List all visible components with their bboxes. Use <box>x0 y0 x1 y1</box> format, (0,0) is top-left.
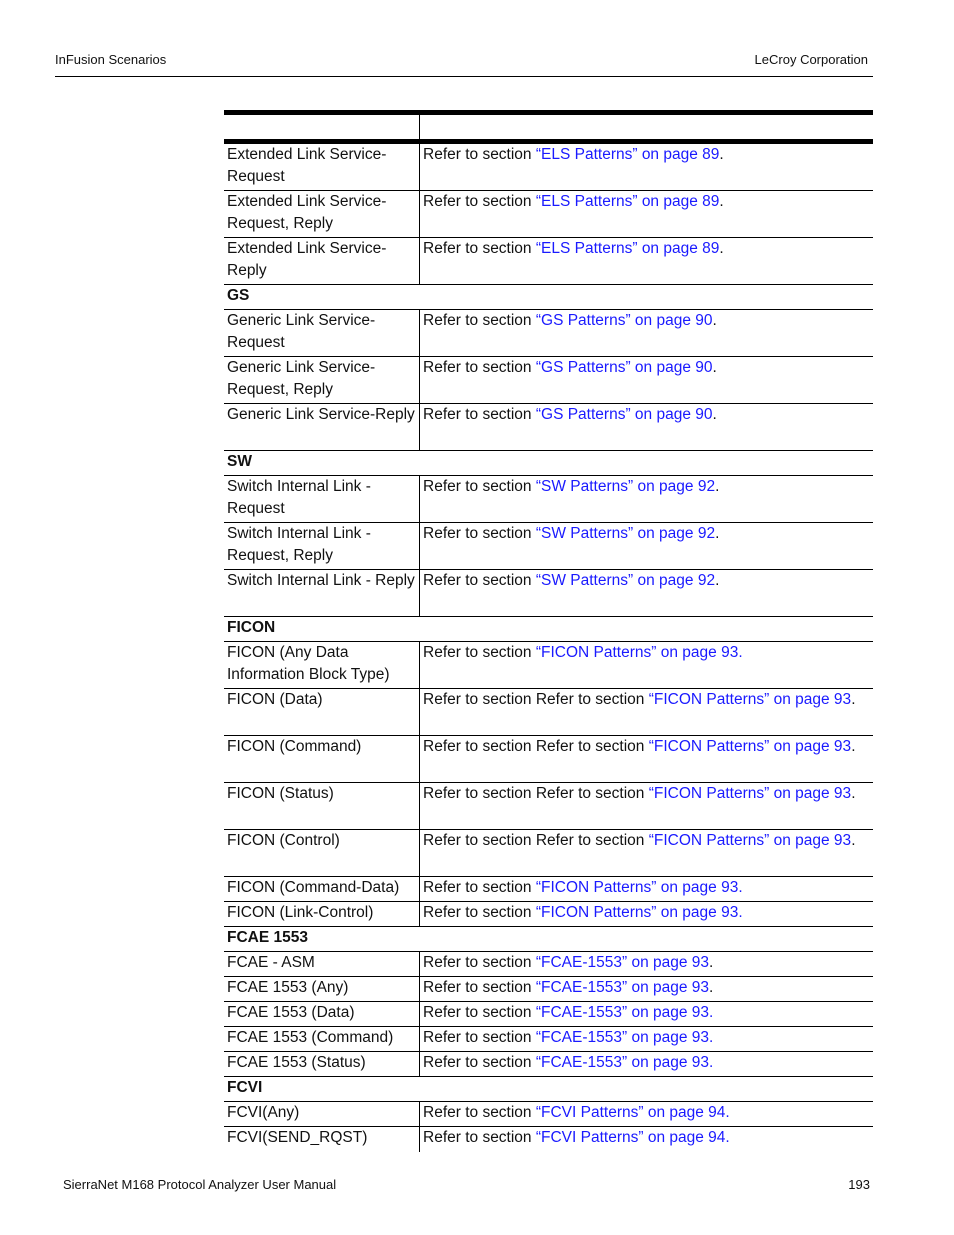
cross-reference-link[interactable]: “FCVI Patterns” on page 94. <box>535 1104 730 1121</box>
cross-reference-link[interactable]: “FCVI Patterns” on page 94. <box>535 1129 730 1146</box>
reference-suffix: . <box>715 572 720 589</box>
table-row <box>224 783 873 830</box>
reference-prefix: Refer to section <box>423 1054 536 1071</box>
reference-prefix: Refer to section <box>423 406 536 423</box>
pattern-name-cell: FICON (Command-Data) <box>224 877 420 901</box>
reference-prefix: Refer to section <box>423 572 536 589</box>
header-rule <box>55 76 873 77</box>
section-header-row <box>224 617 873 642</box>
reference-cell <box>420 902 873 926</box>
table-row <box>224 830 873 877</box>
table-row <box>224 1052 873 1077</box>
reference-cell <box>420 689 873 735</box>
pattern-name-cell: FCVI(SEND_RQST) <box>224 1127 420 1152</box>
table-row <box>224 357 873 404</box>
reference-prefix: Refer to section <box>423 312 536 329</box>
pattern-name-cell: Switch Internal Link - Reply <box>224 570 420 616</box>
pattern-name-cell: Switch Internal Link - Request <box>224 476 420 522</box>
cross-reference-link[interactable]: “ELS Patterns” on page 89 <box>535 146 720 163</box>
reference-suffix: . <box>715 525 720 542</box>
pattern-name-cell: FICON (Control) <box>224 830 420 876</box>
reference-prefix: Refer to section <box>423 644 536 661</box>
reference-cell <box>420 783 873 829</box>
pattern-name-cell: FICON (Command) <box>224 736 420 782</box>
table-row <box>224 1002 873 1027</box>
table-row <box>224 902 873 927</box>
pattern-name-cell: FICON (Status) <box>224 783 420 829</box>
table-row <box>224 1127 873 1152</box>
running-header-right: LeCroy Corporation <box>754 52 868 67</box>
pattern-name-cell: FICON (Data) <box>224 689 420 735</box>
table-row <box>224 238 873 285</box>
reference-cell <box>420 570 873 616</box>
reference-prefix: Refer to section Refer to section <box>423 832 649 849</box>
table-row <box>224 310 873 357</box>
reference-prefix: Refer to section <box>423 979 536 996</box>
cross-reference-link[interactable]: “FICON Patterns” on page 93. <box>535 879 743 896</box>
reference-cell <box>420 736 873 782</box>
table-row <box>224 952 873 977</box>
reference-cell <box>420 952 873 976</box>
table-row <box>224 570 873 617</box>
section-header-row <box>224 1077 873 1102</box>
reference-cell <box>420 1027 873 1051</box>
reference-prefix: Refer to section <box>423 954 536 971</box>
table-row <box>224 476 873 523</box>
reference-suffix: . <box>709 979 714 996</box>
table-row <box>224 877 873 902</box>
pattern-name-cell: FCAE 1553 (Data) <box>224 1002 420 1026</box>
reference-cell <box>420 830 873 876</box>
table-row <box>224 191 873 238</box>
pattern-name-cell: FCVI(Any) <box>224 1102 420 1126</box>
reference-prefix: Refer to section <box>423 240 536 257</box>
patterns-table <box>224 110 873 1152</box>
reference-cell <box>420 877 873 901</box>
pattern-name-cell: Generic Link Service-Request, Reply <box>224 357 420 403</box>
cross-reference-link[interactable]: “FCAE-1553” on page 93 <box>535 954 710 971</box>
page-number: 193 <box>848 1177 870 1192</box>
reference-prefix: Refer to section <box>423 1029 536 1046</box>
reference-prefix: Refer to section <box>423 879 536 896</box>
reference-prefix: Refer to section <box>423 1129 536 1146</box>
section-title: FCAE 1553 <box>227 929 308 946</box>
pattern-name-cell: Switch Internal Link - Request, Reply <box>224 523 420 569</box>
table-row <box>224 642 873 689</box>
reference-prefix: Refer to section <box>423 478 536 495</box>
table-row <box>224 144 873 191</box>
reference-cell <box>420 191 873 237</box>
reference-suffix: . <box>719 240 724 257</box>
section-title: FICON <box>227 619 276 636</box>
pattern-name-cell: Generic Link Service-Reply <box>224 404 420 450</box>
pattern-name-cell: FCAE 1553 (Status) <box>224 1052 420 1076</box>
reference-prefix: Refer to section <box>423 1004 536 1021</box>
cross-reference-link[interactable]: “FICON Patterns” on page 93. <box>535 644 743 661</box>
cross-reference-link[interactable]: “FICON Patterns” on page 93 <box>648 738 852 755</box>
cross-reference-link[interactable]: “FCAE-1553” on page 93. <box>535 1004 714 1021</box>
reference-suffix: . <box>712 406 717 423</box>
reference-cell <box>420 404 873 450</box>
running-header-left: InFusion Scenarios <box>55 52 167 67</box>
cross-reference-link[interactable]: “SW Patterns” on page 92 <box>535 572 716 589</box>
pattern-name-cell: Extended Link Service-Request <box>224 144 420 190</box>
table-row <box>224 689 873 736</box>
section-header-row <box>224 285 873 310</box>
reference-suffix: . <box>712 312 717 329</box>
table-row <box>224 523 873 570</box>
section-title: FCVI <box>227 1079 263 1096</box>
reference-cell <box>420 476 873 522</box>
cross-reference-link[interactable]: “FCAE-1553” on page 93. <box>535 1029 714 1046</box>
pattern-name-cell: Extended Link Service-Reply <box>224 238 420 284</box>
table-row <box>224 736 873 783</box>
cross-reference-link[interactable]: “FICON Patterns” on page 93 <box>648 691 852 708</box>
table-row <box>224 977 873 1002</box>
reference-suffix: . <box>709 954 714 971</box>
pattern-name-cell: FCAE - ASM <box>224 952 420 976</box>
reference-suffix: . <box>715 478 720 495</box>
pattern-name-cell: FICON (Link-Control) <box>224 902 420 926</box>
cross-reference-link[interactable]: “FCAE-1553” on page 93. <box>535 1054 714 1071</box>
cross-reference-link[interactable]: “GS Patterns” on page 90 <box>535 312 713 329</box>
table-header <box>224 110 873 144</box>
reference-suffix: . <box>851 832 856 849</box>
reference-cell <box>420 357 873 403</box>
reference-prefix: Refer to section Refer to section <box>423 738 649 755</box>
pattern-name-cell: FCAE 1553 (Command) <box>224 1027 420 1051</box>
table-row <box>224 404 873 451</box>
reference-suffix: . <box>719 146 724 163</box>
reference-cell <box>420 1002 873 1026</box>
cross-reference-link[interactable]: “FICON Patterns” on page 93 <box>648 832 852 849</box>
pattern-name-cell: Generic Link Service-Request <box>224 310 420 356</box>
reference-prefix: Refer to section Refer to section <box>423 785 649 802</box>
cross-reference-link[interactable]: “SW Patterns” on page 92 <box>535 525 716 542</box>
section-header-row <box>224 927 873 952</box>
reference-suffix: . <box>719 193 724 210</box>
reference-suffix: . <box>851 738 856 755</box>
reference-cell <box>420 1052 873 1076</box>
section-title: SW <box>227 453 252 470</box>
footer-title: SierraNet M168 Protocol Analyzer User Manual <box>63 1177 337 1192</box>
reference-prefix: Refer to section <box>423 525 536 542</box>
reference-suffix: . <box>851 785 856 802</box>
reference-prefix: Refer to section <box>423 1104 536 1121</box>
reference-prefix: Refer to section Refer to section <box>423 691 649 708</box>
cross-reference-link[interactable]: “ELS Patterns” on page 89 <box>535 193 720 210</box>
table-body <box>224 144 873 1152</box>
cross-reference-link[interactable]: “FICON Patterns” on page 93 <box>648 785 852 802</box>
header-column-divider <box>419 115 420 139</box>
reference-cell <box>420 523 873 569</box>
cross-reference-link[interactable]: “GS Patterns” on page 90 <box>535 406 713 423</box>
reference-cell <box>420 310 873 356</box>
cross-reference-link[interactable]: “GS Patterns” on page 90 <box>535 359 713 376</box>
pattern-name-cell: FICON (Any Data Information Block Type) <box>224 642 420 688</box>
table-row <box>224 1102 873 1127</box>
reference-cell <box>420 238 873 284</box>
pattern-name-cell: FCAE 1553 (Any) <box>224 977 420 1001</box>
cross-reference-link[interactable]: “ELS Patterns” on page 89 <box>535 240 720 257</box>
section-title: GS <box>227 287 250 304</box>
table-row <box>224 1027 873 1052</box>
cross-reference-link[interactable]: “SW Patterns” on page 92 <box>535 478 716 495</box>
section-header-row <box>224 451 873 476</box>
reference-prefix: Refer to section <box>423 904 536 921</box>
reference-cell <box>420 642 873 688</box>
reference-prefix: Refer to section <box>423 193 536 210</box>
reference-cell <box>420 1102 873 1126</box>
reference-prefix: Refer to section <box>423 146 536 163</box>
reference-cell <box>420 977 873 1001</box>
reference-prefix: Refer to section <box>423 359 536 376</box>
reference-suffix: . <box>851 691 856 708</box>
reference-suffix: . <box>712 359 717 376</box>
reference-cell <box>420 144 873 190</box>
reference-cell <box>420 1127 873 1152</box>
cross-reference-link[interactable]: “FCAE-1553” on page 93 <box>535 979 710 996</box>
cross-reference-link[interactable]: “FICON Patterns” on page 93. <box>535 904 743 921</box>
pattern-name-cell: Extended Link Service-Request, Reply <box>224 191 420 237</box>
